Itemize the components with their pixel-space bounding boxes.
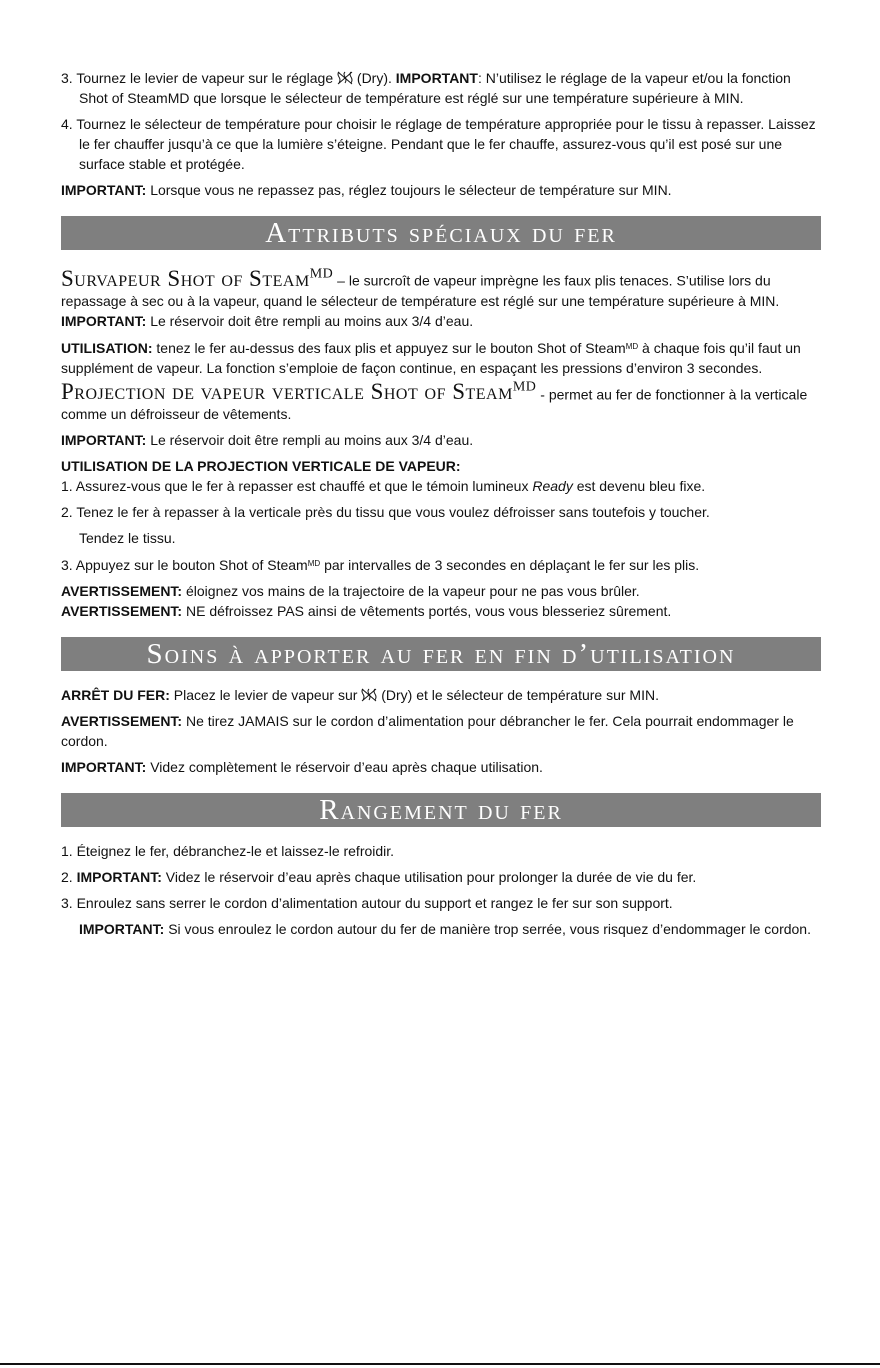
section-banner-storage: Rangement du fer [61,793,821,827]
manual-page [61,68,821,939]
section-banner-care: Soins à apporter au fer en fin d’utilisation [61,637,821,671]
care-off: ARRÊT DU FER: Placez le levier de vapeur sur (Dry) et le sélecteur de température sur MIN. [61,687,659,704]
vertical-paragraph: Projection de vapeur verticale Shot of Steam$^{MD}$ - permet au fer de fonctionner à la verticale comme un défroisseur de vêtements. [61,379,808,423]
surge-heading: Survapeur Shot of Steam$^{MD}$ [61,265,334,291]
vertical-usage-heading: UTILISATION DE LA PROJECTION VERTICALE DE VAPEUR: [61,458,461,475]
vertical-step-2b: Tendez le tissu. [79,530,176,547]
intro-important: IMPORTANT: Lorsque vous ne repassez pas, réglez toujours le sélecteur de température sur MIN. [61,182,672,198]
warning-2: AVERTISSEMENT: NE défroissez PAS ainsi de vêtements portés, vous vous blesseriez sûrement. [61,603,672,620]
surge-usage: UTILISATION: tenez le fer au-dessus des faux plis et appuyez sur le bouton Shot of Steam$^{MD}$ à chaque fois qu’il faut un supplément de vapeur. La fonction s’emploie de façon continue, en espaçant les pressions d’environ 3 secondes. [61,339,801,376]
vertical-step-2: 2. Tenez le fer à repasser à la verticale près du tissu que vous voulez défroisser sans toutefois y toucher. [61,504,710,521]
vertical-step-1: 1. Assurez-vous que le fer à repasser est chauffé et que le témoin lumineux Ready est devenu bleu fixe. [61,478,706,495]
storage-step-1: 1. Éteignez le fer, débranchez-le et laissez-le refroidir. [61,843,395,860]
storage-step-2: 2. IMPORTANT: Videz le réservoir d’eau après chaque utilisation pour prolonger la durée de vie du fer. [61,869,697,886]
warning-1: AVERTISSEMENT: éloignez vos mains de la trajectoire de la vapeur pour ne pas vous brûler. [61,583,640,600]
intro-item-4: 4. Tournez le sélecteur de température pour choisir le réglage de température appropriée pour le tissu à repasser. Laissez le fer chauffer jusqu’à ce que la lumière s’éteigne. Pendant que le fer chauffe, assurez-vous qu’il est posé sur une surface stable et protégée. [61,116,816,172]
page-bottom-rule [0,1363,880,1365]
care-warning: AVERTISSEMENT: Ne tirez JAMAIS sur le cordon d’alimentation pour débrancher le fer. Cela pourrait endommager le cordon. [61,713,794,750]
steam-off-icon [337,71,353,85]
steam-off-icon [361,688,377,702]
surge-paragraph: Survapeur Shot of Steam$^{MD}$ – le surcroît de vapeur imprègne les faux plis tenaces. S’utilise lors du repassage à sec ou à la vapeur, quand le sélecteur de température est réglé sur une température supérieure à MIN. IMPORTANT: Le réservoir doit être rempli au moins aux 3/4 d’eau. [61,265,780,329]
care-important: IMPORTANT: Videz complètement le réservoir d’eau après chaque utilisation. [61,759,543,776]
section-banner-special: Attributs spéciaux du fer [61,216,821,250]
storage-important: IMPORTANT: Si vous enroulez le cordon autour du fer de manière trop serrée, vous risquez d’endommager le cordon. [79,921,811,938]
storage-step-3: 3. Enroulez sans serrer le cordon d’alimentation autour du support et rangez le fer sur son support. [61,895,673,912]
vertical-step-3: 3. Appuyez sur le bouton Shot of Steam$^{MD}$ par intervalles de 3 secondes en déplaçant le fer sur les plis. [61,557,700,574]
vertical-heading: Projection de vapeur verticale Shot of Steam$^{MD}$ [61,379,537,405]
vertical-important: IMPORTANT: Le réservoir doit être rempli au moins aux 3/4 d’eau. [61,432,474,449]
intro-item-3: 3. Tournez le levier de vapeur sur le réglage (Dry). IMPORTANT: N’utilisez le réglage de la vapeur et/ou la fonction Shot of SteamMD que lorsque le sélecteur de température est réglé sur une température supérieure à MIN. [61,70,791,106]
